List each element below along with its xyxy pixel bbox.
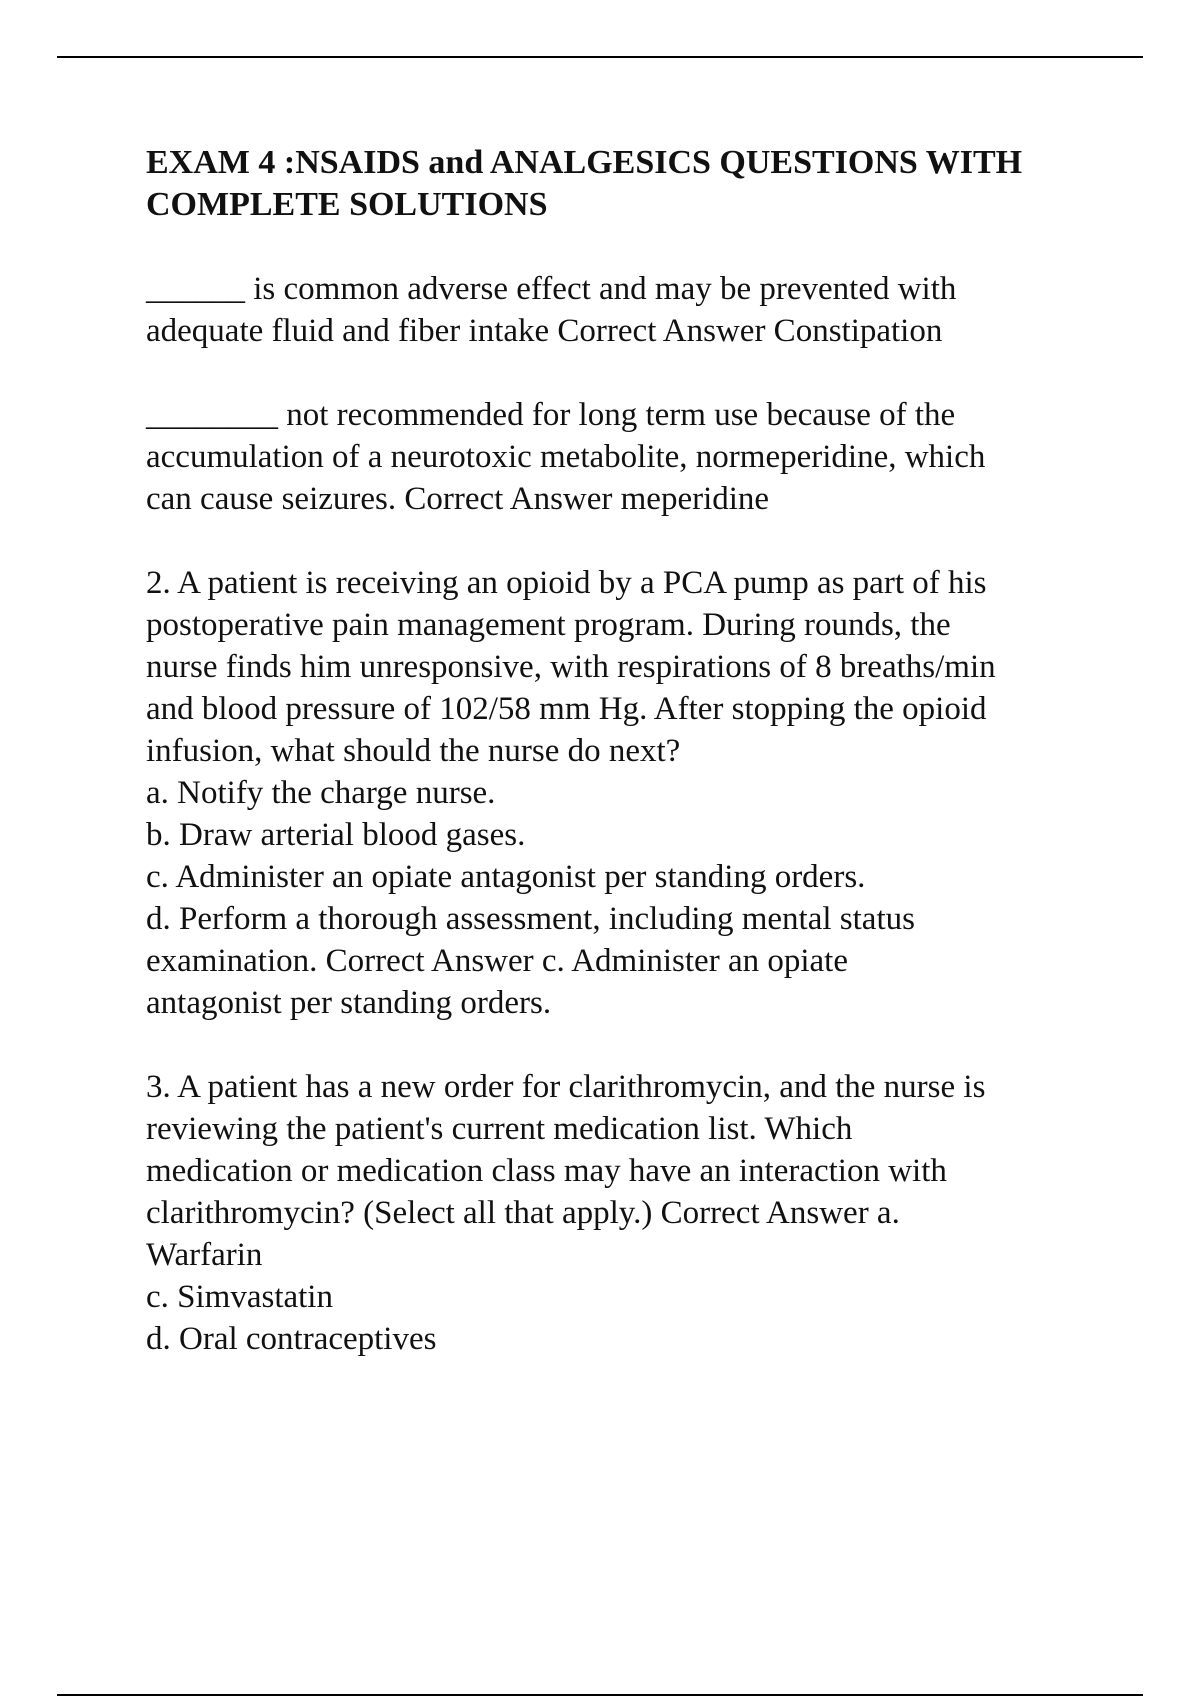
text-line: 3. A patient has a new order for clarithromycin, and the nurse is: [146, 1069, 986, 1105]
question-3-clarithromycin: [146, 1066, 1106, 1360]
text-line: infusion, what should the nurse do next?: [146, 733, 681, 769]
title-line: COMPLETE SOLUTIONS: [146, 186, 548, 223]
option-line: d. Perform a thorough assessment, including mental status: [146, 901, 915, 937]
text-line: and blood pressure of 102/58 mm Hg. After stopping the opioid: [146, 691, 987, 727]
answer-line: clarithromycin? (Select all that apply.) Correct Answer a.: [146, 1195, 900, 1231]
bottom-rule: [57, 1694, 1143, 1696]
title-line: EXAM 4 :NSAIDS and ANALGESICS QUESTIONS WITH: [146, 144, 1023, 181]
top-rule: [57, 56, 1143, 58]
text-line: nurse finds him unresponsive, with respirations of 8 breaths/min: [146, 649, 996, 685]
document-body: [146, 142, 1106, 1402]
option-line: b. Draw arterial blood gases.: [146, 817, 526, 853]
question-constipation: [146, 268, 1106, 352]
question-meperidine: [146, 394, 1106, 520]
option-line: c. Administer an opiate antagonist per standing orders.: [146, 859, 866, 895]
text-line: accumulation of a neurotoxic metabolite, normeperidine, which: [146, 439, 986, 475]
text-line: reviewing the patient's current medication list. Which: [146, 1111, 853, 1147]
text-line: adequate fluid and fiber intake Correct Answer Constipation: [146, 313, 943, 349]
text-line: postoperative pain management program. During rounds, the: [146, 607, 951, 643]
option-line: a. Notify the charge nurse.: [146, 775, 496, 811]
text-line: 2. A patient is receiving an opioid by a PCA pump as part of his: [146, 565, 987, 601]
text-line: medication or medication class may have an interaction with: [146, 1153, 947, 1189]
answer-line: d. Oral contraceptives: [146, 1321, 437, 1357]
page-title: [146, 142, 1106, 226]
answer-line: antagonist per standing orders.: [146, 985, 552, 1021]
answer-line: c. Simvastatin: [146, 1279, 333, 1315]
text-line: ______ is common adverse effect and may be prevented with: [146, 271, 957, 307]
text-line: can cause seizures. Correct Answer meperidine: [146, 481, 770, 517]
answer-line: Warfarin: [146, 1237, 263, 1273]
text-line: ________ not recommended for long term use because of the: [146, 397, 956, 433]
question-2-pca-pump: [146, 562, 1106, 1024]
answer-line: examination. Correct Answer c. Administer an opiate: [146, 943, 848, 979]
